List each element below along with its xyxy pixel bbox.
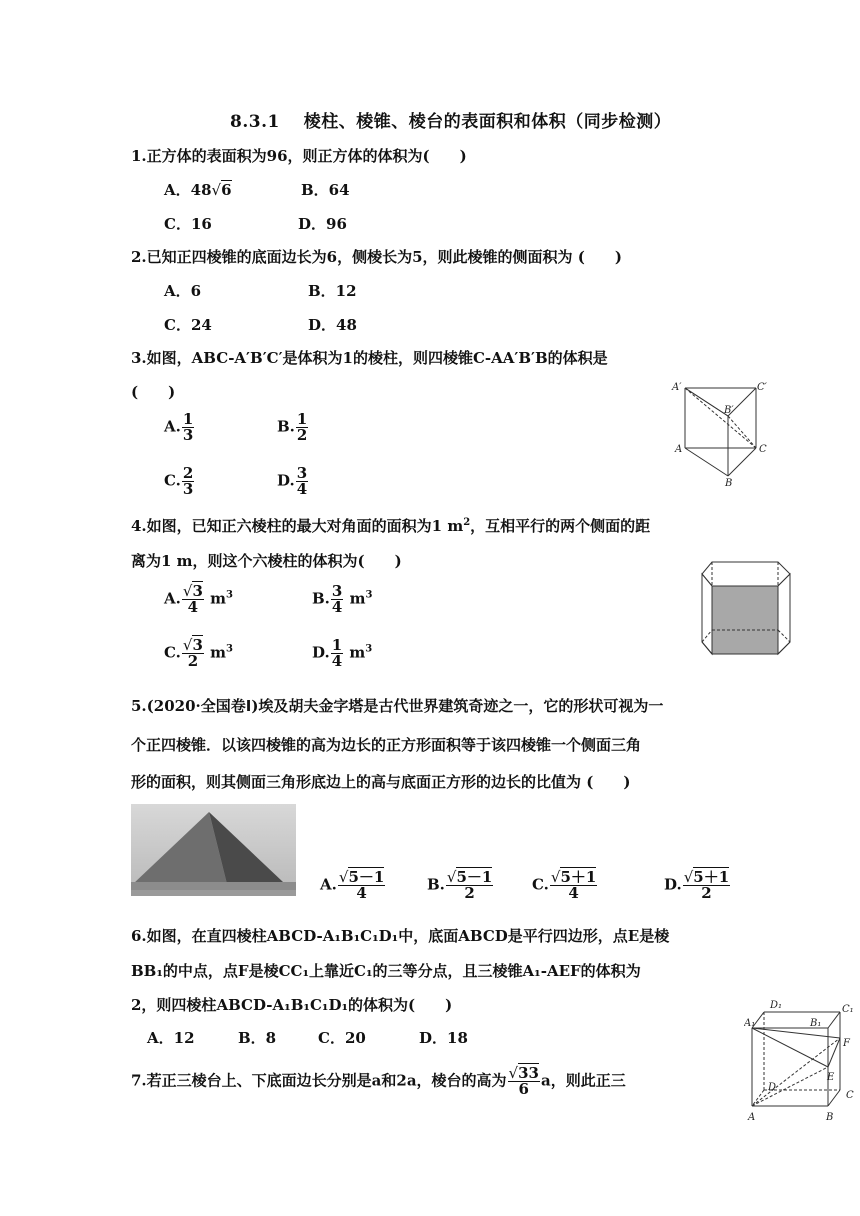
- q6-stem-line1: 6.如图，在直四棱柱ABCD-A₁B₁C₁D₁中，底面ABCD是平行四边形，点E是棱: [131, 927, 670, 945]
- q3-option-d: D. $\frac{3}{4}$: [277, 464, 308, 498]
- q4-stem-line1: 4.如图，已知正六棱柱的最大对角面的面积为1 $m^2$，互相平行的两个侧面的距: [131, 517, 651, 535]
- label-a: A: [675, 444, 683, 455]
- label-b: B: [826, 1112, 834, 1123]
- q5-option-c: C. $\frac{√5+1}{4}$: [532, 868, 597, 902]
- label-b: B: [725, 478, 733, 488]
- q5-stem-line3: 形的面积，则其侧面三角形底边上的高与底面正方形的边长的比值为 ( ): [131, 773, 631, 791]
- q2-option-c: C．24: [164, 316, 212, 334]
- q4-option-a: A. $\frac{√3}{4}$ $m^3$: [164, 582, 233, 616]
- label-c1: C₁: [842, 1004, 854, 1015]
- label-a1: A₁: [744, 1018, 756, 1029]
- q3-option-a: A. $\frac{1}{3}$: [164, 410, 194, 444]
- q7-stem: 7.若正三棱台上、下底面边长分别是a和2a，棱台的高为 $\frac{√33}{6}$ a，则此正三: [131, 1064, 626, 1098]
- q6-option-c: C．20: [318, 1029, 366, 1047]
- q5-option-b: B. $\frac{√5-1}{2}$: [427, 868, 493, 902]
- label-c: C: [846, 1090, 854, 1101]
- q5-stem-line1: 5.(2020·全国卷Ⅰ)埃及胡夫金字塔是古代世界建筑奇迹之一，它的形状可视为一: [131, 697, 664, 715]
- q1-option-b: B．64: [301, 181, 350, 199]
- q1-option-a: A．48√6: [164, 181, 232, 199]
- label-a-prime: A′: [672, 382, 682, 393]
- label-d1: D₁: [770, 1000, 783, 1011]
- hexagonal-prism-figure: [692, 556, 804, 670]
- q1-option-c: C．16: [164, 215, 212, 233]
- label-a: A: [748, 1112, 756, 1123]
- q3-option-c: C. $\frac{2}{3}$: [164, 464, 194, 498]
- q2-option-d: D．48: [308, 316, 357, 334]
- label-c-prime: C′: [757, 382, 767, 393]
- label-b1: B₁: [810, 1018, 822, 1029]
- label-c: C: [759, 444, 767, 455]
- q2-option-b: B．12: [308, 282, 357, 300]
- q6-stem-line2: BB₁的中点，点F是棱CC₁上靠近C₁的三等分点，且三棱锥A₁-AEF的体积为: [131, 962, 641, 980]
- q6-option-a: A．12: [147, 1029, 195, 1047]
- q3-option-b: B. $\frac{1}{2}$: [277, 410, 308, 444]
- q6-option-d: D．18: [419, 1029, 468, 1047]
- q4-option-d: D. $\frac{1}{4}$ $m^3$: [312, 636, 373, 670]
- q6-stem-line3: 2，则四棱柱ABCD-A₁B₁C₁D₁的体积为( ): [131, 996, 453, 1014]
- q3-stem-line1: 3.如图，ABC-A′B′C′是体积为1的棱柱，则四棱锥C-AA′B′B的体积是: [131, 349, 608, 367]
- q2-option-a: A．6: [164, 282, 202, 300]
- q4-stem-line2: 离为1 m，则这个六棱柱的体积为( ): [131, 552, 402, 570]
- q1-stem: 1.正方体的表面积为96，则正方体的体积为( ): [131, 147, 467, 165]
- q5-option-d: D. $\frac{√5+1}{2}$: [664, 868, 730, 902]
- pyramid-photo: [131, 804, 296, 896]
- q3-stem-line2: ( ): [131, 383, 176, 401]
- q1-option-d: D．96: [298, 215, 347, 233]
- label-b-prime: B′: [724, 405, 734, 416]
- q4-option-c: C. $\frac{√3}{2}$ $m^3$: [164, 636, 233, 670]
- q5-option-a: A. $\frac{√5-1}{4}$: [320, 868, 385, 902]
- prism-figure: [668, 380, 778, 488]
- q6-option-b: B．8: [238, 1029, 277, 1047]
- q4-option-b: B. $\frac{3}{4}$ $m^3$: [312, 582, 373, 616]
- label-f: F: [843, 1038, 850, 1049]
- quadrilateral-prism-figure: [744, 996, 858, 1126]
- label-e: E: [827, 1072, 835, 1083]
- label-d: D: [768, 1082, 777, 1093]
- page-title: 8.3.1 棱柱、棱锥、棱台的表面积和体积（同步检测）: [230, 112, 672, 132]
- q5-stem-line2: 个正四棱锥．以该四棱锥的高为边长的正方形面积等于该四棱锥一个侧面三角: [131, 736, 642, 754]
- q2-stem: 2.已知正四棱锥的底面边长为6，侧棱长为5，则此棱锥的侧面积为 ( ): [131, 248, 622, 266]
